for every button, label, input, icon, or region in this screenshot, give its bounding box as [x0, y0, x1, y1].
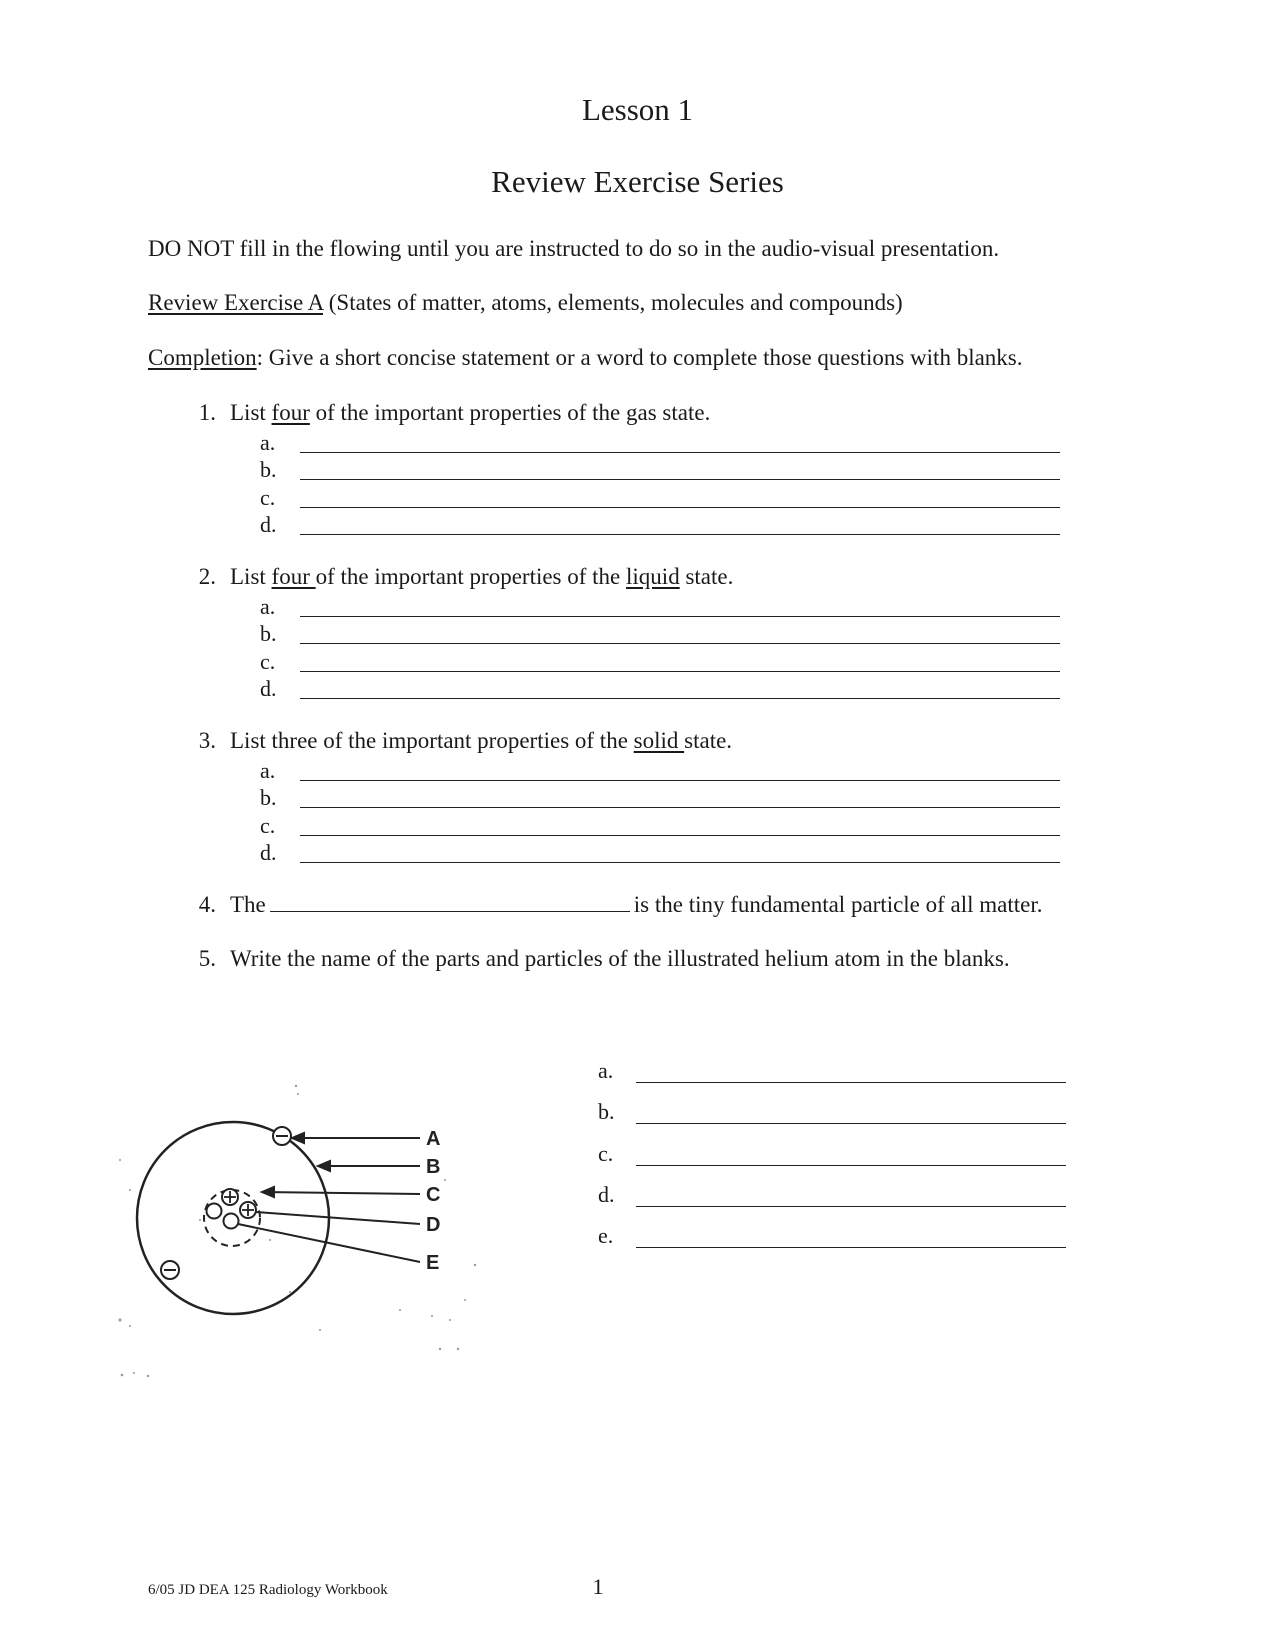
proton-1	[222, 1189, 238, 1205]
footer-workbook: 6/05 JD DEA 125 Radiology Workbook	[148, 1582, 388, 1598]
answer-blank[interactable]	[300, 507, 1060, 508]
answer-row-b: b.	[180, 621, 1080, 649]
diagram-label-d: D	[426, 1214, 441, 1236]
answer-row-d: d.	[180, 840, 1080, 868]
answer-blank[interactable]	[300, 643, 1060, 644]
electron-bottom	[161, 1261, 179, 1279]
diagram-answer-b: b.	[598, 1099, 1068, 1129]
answer-blank[interactable]	[636, 1206, 1066, 1207]
electron-top	[273, 1127, 291, 1145]
completion-text: : Give a short concise statement or a word to complete those questions with blanks.	[256, 345, 1023, 370]
question-number: 4.	[198, 892, 216, 917]
diagram-answer-c: c.	[598, 1141, 1068, 1171]
answer-blank[interactable]	[300, 698, 1060, 699]
answer-blank[interactable]	[300, 835, 1060, 836]
question-number: 1.	[198, 400, 216, 425]
neutron-1	[207, 1204, 222, 1219]
question-text: List three of the important properties of the solid state.	[230, 728, 733, 753]
helium-atom-diagram	[110, 1080, 510, 1400]
answer-blank[interactable]	[300, 780, 1060, 781]
answer-blank[interactable]	[300, 671, 1060, 672]
exercise-topic: (States of matter, atoms, elements, molecules and compounds)	[323, 290, 903, 315]
answer-row-c: c.	[180, 485, 1080, 513]
scan-noise	[119, 1085, 477, 1377]
page-number: 1	[592, 1574, 604, 1599]
diagram-label-a: A	[426, 1128, 441, 1150]
answer-blank[interactable]	[636, 1082, 1066, 1083]
answer-row-b: b.	[180, 457, 1080, 485]
diagram-answer-d: d.	[598, 1182, 1068, 1212]
answer-row-a: a.	[180, 594, 1080, 622]
diagram-label-e: E	[426, 1252, 440, 1274]
exercise-title: Review Exercise A	[148, 290, 324, 315]
answer-blank[interactable]	[300, 452, 1060, 453]
notice-text: DO NOT fill in the flowing until you are instructed to do so in the audio-visual presentation.	[148, 236, 1000, 261]
question-number: 2.	[198, 564, 216, 589]
answer-blank[interactable]	[636, 1123, 1066, 1124]
answer-blank[interactable]	[636, 1165, 1066, 1166]
question-number: 5.	[198, 946, 216, 971]
answer-row-d: d.	[180, 512, 1080, 540]
completion-label: Completion	[148, 345, 257, 370]
answer-blank[interactable]	[300, 862, 1060, 863]
diagram-answer-e: e.	[598, 1223, 1068, 1253]
diagram-answer-a: a.	[598, 1058, 1068, 1088]
answer-blank[interactable]	[300, 807, 1060, 808]
answer-blank[interactable]	[300, 616, 1060, 617]
answer-row-a: a.	[180, 430, 1080, 458]
neutron-2	[224, 1214, 239, 1229]
question-text: Write the name of the parts and particles of the illustrated helium atom in the blanks.	[230, 946, 1010, 971]
answer-row-d: d.	[180, 676, 1080, 704]
pointer-b-arrowhead	[318, 1161, 330, 1171]
completion-instructions	[148, 345, 1023, 371]
answer-row-b: b.	[180, 785, 1080, 813]
question-text: List four of the important properties of the liquid state.	[230, 564, 734, 589]
exercise-heading	[148, 290, 903, 316]
answer-blank[interactable]	[270, 893, 630, 912]
proton-2	[240, 1202, 256, 1218]
question-text: The is the tiny fundamental particle of all matter.	[230, 892, 1043, 917]
question-number: 3.	[198, 728, 216, 753]
answer-blank[interactable]	[300, 534, 1060, 535]
answer-row-c: c.	[180, 813, 1080, 841]
diagram-label-c: C	[426, 1184, 441, 1206]
lesson-title: Lesson 1	[581, 92, 694, 127]
question-text: List four of the important properties of the gas state.	[230, 400, 711, 425]
answer-row-a: a.	[180, 758, 1080, 786]
answer-blank[interactable]	[300, 479, 1060, 480]
pointer-c	[262, 1192, 420, 1194]
pointer-a-arrowhead	[292, 1133, 304, 1143]
diagram-label-b: B	[426, 1156, 441, 1178]
pointer-d	[256, 1212, 420, 1224]
answer-row-c: c.	[180, 649, 1080, 677]
pointer-c-arrowhead	[262, 1187, 274, 1197]
answer-blank[interactable]	[636, 1247, 1066, 1248]
series-title: Review Exercise Series	[491, 164, 784, 199]
